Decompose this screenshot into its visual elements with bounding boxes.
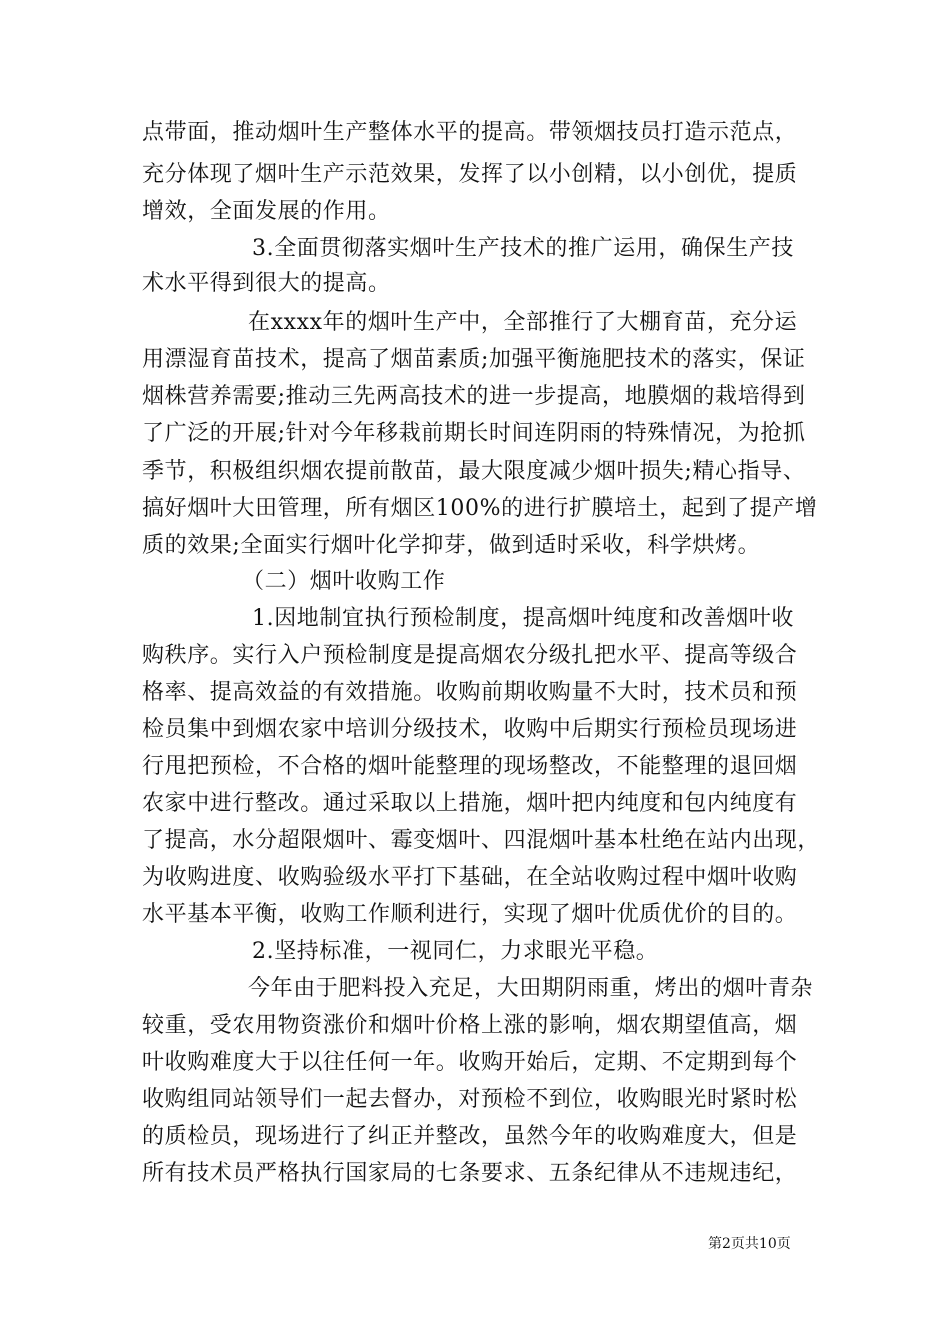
body-line: 今年由于肥料投入充足，大田期阴雨重，烤出的烟叶青杂 — [248, 976, 814, 1001]
body-line: 3.全面贯彻落实烟叶生产技术的推广运用，确保生产技 — [252, 236, 794, 261]
body-line: 收购组同站领导们一起去督办，对预检不到位，收购眼光时紧时松 — [142, 1087, 798, 1112]
body-line: 购秩序。实行入户预检制度是提高烟农分级扎把水平、提高等级合 — [142, 643, 798, 668]
body-line: 所有技术员严格执行国家局的七条要求、五条纪律从不违规违纪， — [142, 1161, 798, 1186]
body-line: 叶收购难度大于以往任何一年。收购开始后，定期、不定期到每个 — [142, 1050, 798, 1075]
body-line: 为收购进度、收购验级水平打下基础，在全站收购过程中烟叶收购 — [142, 865, 798, 890]
body-line: 搞好烟叶大田管理，所有烟区100%的进行扩膜培土，起到了提产增 — [142, 496, 818, 521]
body-line: 季节，积极组织烟农提前散苗，最大限度减少烟叶损失;精心指导、 — [142, 459, 806, 484]
body-line: 格率、提高效益的有效措施。收购前期收购量不大时，技术员和预 — [142, 680, 798, 705]
body-line: 术水平得到很大的提高。 — [142, 271, 391, 296]
body-line: 点带面，推动烟叶生产整体水平的提高。带领烟技员打造示范点， — [142, 120, 798, 145]
body-line: 检员集中到烟农家中培训分级技术，收购中后期实行预检员现场进 — [142, 717, 798, 742]
body-line: 1.因地制宜执行预检制度，提高烟叶纯度和改善烟叶收 — [252, 606, 794, 631]
body-line: 水平基本平衡，收购工作顺利进行，实现了烟叶优质优价的目的。 — [142, 902, 798, 927]
body-line: 农家中进行整改。通过采取以上措施，烟叶把内纯度和包内纯度有 — [142, 791, 798, 816]
page-footer: 第2页共10页 — [708, 1236, 791, 1252]
section-heading: （二）烟叶收购工作 — [242, 569, 446, 594]
body-line: 行甩把预检，不合格的烟叶能整理的现场整改，不能整理的退回烟 — [142, 754, 798, 779]
body-line: 的质检员，现场进行了纠正并整改，虽然今年的收购难度大，但是 — [142, 1124, 798, 1149]
body-line: 用漂湿育苗技术，提高了烟苗素质;加强平衡施肥技术的落实，保证 — [142, 347, 806, 372]
body-line: 2.坚持标准，一视同仁，力求眼光平稳。 — [252, 939, 659, 964]
body-line: 了提高，水分超限烟叶、霉变烟叶、四混烟叶基本杜绝在站内出现， — [142, 828, 821, 853]
body-line: 较重，受农用物资涨价和烟叶价格上涨的影响，烟农期望值高，烟 — [142, 1013, 798, 1038]
body-line: 了广泛的开展;针对今年移栽前期长时间连阴雨的特殊情况，为抢抓 — [142, 421, 806, 446]
body-line: 增效，全面发展的作用。 — [142, 199, 391, 224]
body-line: 在xxxx年的烟叶生产中，全部推行了大棚育苗，充分运 — [248, 310, 798, 335]
body-line: 充分体现了烟叶生产示范效果，发挥了以小创精，以小创优，提质 — [142, 162, 798, 187]
body-line: 质的效果;全面实行烟叶化学抑芽，做到适时采收，科学烘烤。 — [142, 533, 761, 558]
body-line: 烟株营养需要;推动三先两高技术的进一步提高，地膜烟的栽培得到 — [142, 384, 806, 409]
